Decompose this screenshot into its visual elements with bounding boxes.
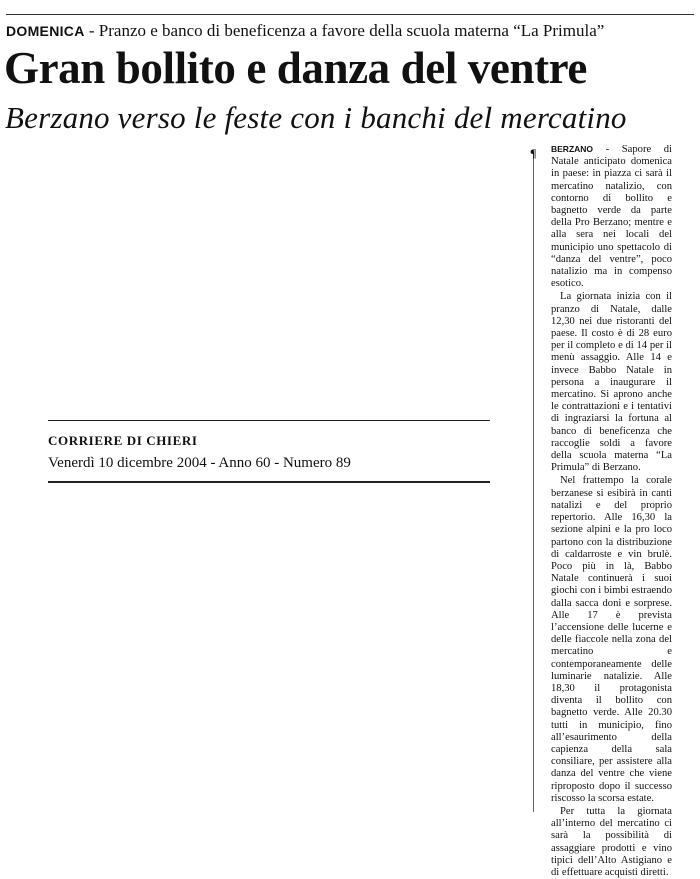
kicker-separator: - [84, 21, 99, 40]
article-paragraph [551, 143, 672, 290]
column-rule [533, 152, 534, 812]
subheadline: Berzano verso le feste con i banchi del mercatino [5, 100, 627, 135]
source-newspaper-name: CORRIERE DI CHIERI [48, 433, 198, 448]
dateline-dash: - [593, 144, 622, 155]
article-dateline: BERZANO [551, 144, 594, 154]
article-body [551, 143, 672, 879]
article-paragraph: La giornata inizia con il pranzo di Natale, dalle 12,30 nei due ristoranti del paese. Il costo è di 28 euro per il completo e di 14 per il menù assaggio. Alle 14 e invece Babbo Natale in persona a inaugurare il mercatino. Si aprono anche le contrattazioni e i tentativi di ingraziarsi la fortuna al banco di beneficenza che raccoglie soldi a favore della scuola materna “La Primula” di Berzano. [551, 291, 672, 474]
source-rule-top [48, 420, 490, 421]
kicker-text: Pranzo e banco di beneficenza a favore della scuola materna “La Primula” [98, 21, 605, 40]
pilcrow-icon: ¶ [530, 146, 537, 160]
source-rule-bottom [48, 481, 490, 483]
headline: Gran bollito e danza del ventre [4, 43, 587, 93]
top-rule [6, 14, 694, 15]
kicker-day-tag: DOMENICA [6, 23, 85, 39]
article-paragraph: Nel frattempo la corale berzanese si esibirà in canti natalizi e del proprio repertorio. Alle 16,30 la sezione alpini e la pro loco partono con la distribuzione di caldarroste e vin brulè. Poco più in là, Babbo Natale continuerà i suoi giochi con i bimbi estraendo dalla sacca doni e sorprese. Alle 17 è prevista l’accensione delle lucerne e delle fiaccole nella zona del mercatino e contemporaneamente delle luminarie natalizie. Alle 18,30 il protagonista diventa il bollito con bagnetto verde. Alle 20.30 tutti in municipio, fino all’esaurimento della capienza della sala consiliare, per assistere alla danza del ventre che viene riproposto dopo il successo riscosso la scorsa estate. [551, 475, 672, 804]
kicker [6, 21, 696, 41]
source-issue-info: Venerdì 10 dicembre 2004 - Anno 60 - Numero 89 [48, 455, 351, 471]
paragraph-text: Sapore di Natale anticipato domenica in paese: in piazza ci sarà il mercatino natalizio, con contorno di bollito e bagnetto verde da parte della Pro Berzano; mentre e alla sera nei locali del municipio uno spettacolo di “danza del ventre”, poco natalizio ma in compenso esotico. [551, 144, 672, 290]
article-paragraph: Per tutta la giornata all’interno del mercatino ci sarà la possibilità di assaggiare prodotti e vino tipici dell’Alto Astigiano e di effettuare acquisti diretti. [551, 805, 672, 878]
